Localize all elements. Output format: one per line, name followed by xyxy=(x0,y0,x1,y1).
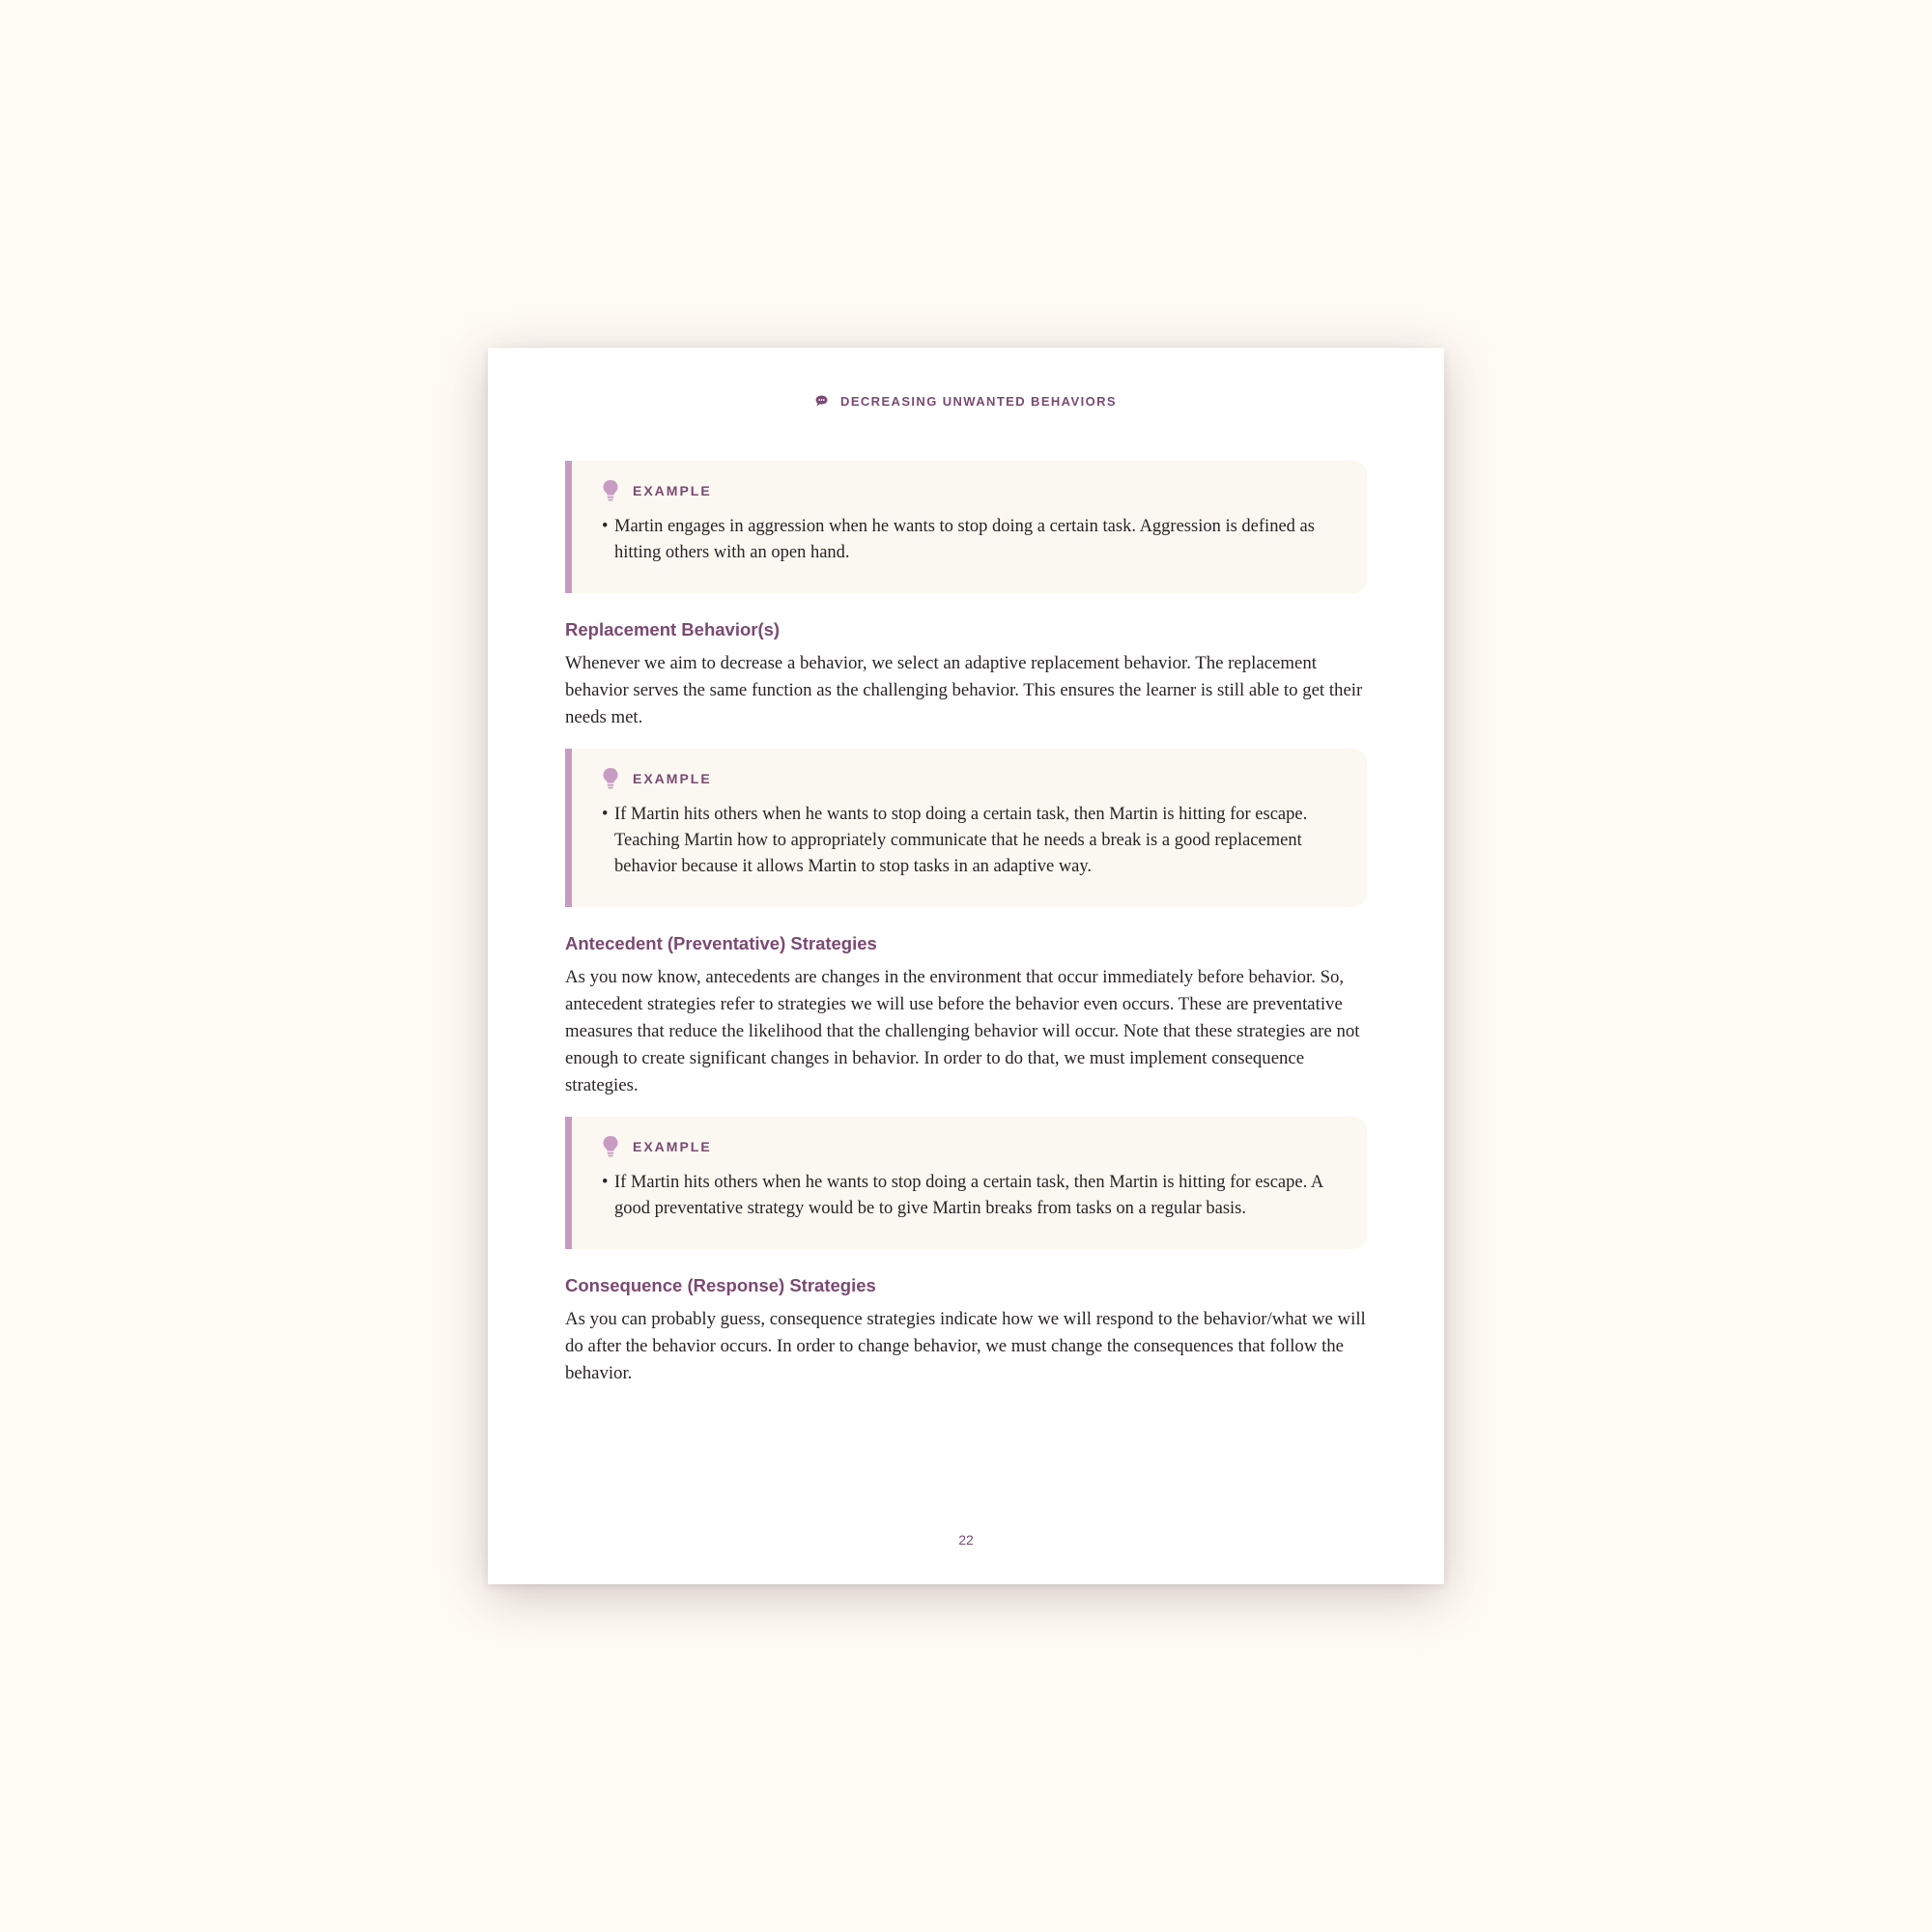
page-content xyxy=(565,461,1367,1405)
example-callout xyxy=(565,1117,1367,1249)
list-item: • If Martin hits others when he wants to stop doing a certain task, then Martin is hitting for escape. A good preventative strategy would be to give Martin breaks from tasks on a regular basis. xyxy=(602,1170,1342,1222)
body-paragraph: As you can probably guess, consequence strategies indicate how we will respond to the behavior/what we will do after the behavior occurs. In order to change behavior, we must change the consequences that follow the behavior. xyxy=(565,1309,1366,1383)
callout-list xyxy=(602,802,1342,880)
page-number: 22 xyxy=(958,1532,974,1548)
list-item: • Martin engages in aggression when he wants to stop doing a certain task. Aggression is defined as hitting others with an open hand. xyxy=(602,514,1342,566)
lightbulb-icon xyxy=(602,767,619,790)
list-item: • If Martin hits others when he wants to stop doing a certain task, then Martin is hitting for escape. Teaching Martin how to appropriately communicate that he needs a break is a good replacement behavior because it allows Martin to stop tasks in an adaptive way. xyxy=(602,802,1342,880)
callout-label: EXAMPLE xyxy=(633,771,712,786)
callout-list xyxy=(602,514,1342,566)
example-callout xyxy=(565,749,1367,907)
lightbulb-icon xyxy=(602,479,619,502)
lightbulb-icon xyxy=(602,1135,619,1158)
body-paragraph: As you now know, antecedents are changes in the environment that occur immediately before behavior. So, antecedent strategies refer to strategies we will use before the behavior even occurs. These are preventative measures that reduce the likelihood that the challenging behavior will occur. Note that these strategies are not enough to create significant changes in behavior. In order to do that, we must implement consequence strategies. xyxy=(565,967,1360,1095)
section-heading: Consequence (Response) Strategies xyxy=(565,1275,876,1295)
running-header xyxy=(488,394,1444,409)
running-header-title: DECREASING UNWANTED BEHAVIORS xyxy=(840,394,1117,409)
callout-label: EXAMPLE xyxy=(633,1139,712,1154)
section-heading: Replacement Behavior(s) xyxy=(565,619,781,639)
callout-header xyxy=(602,767,1342,790)
callout-list xyxy=(602,1170,1342,1222)
document-page xyxy=(488,348,1444,1584)
body-paragraph: Whenever we aim to decrease a behavior, we select an adaptive replacement behavior. The replacement behavior serves the same function as the challenging behavior. This ensures the learner is still able to get their needs met. xyxy=(565,653,1363,727)
section-heading: Antecedent (Preventative) Strategies xyxy=(565,933,877,953)
example-callout xyxy=(565,461,1367,593)
callout-header xyxy=(602,1135,1342,1158)
callout-label: EXAMPLE xyxy=(633,483,712,498)
speech-bubble-icon xyxy=(815,395,828,407)
callout-header xyxy=(602,479,1342,502)
